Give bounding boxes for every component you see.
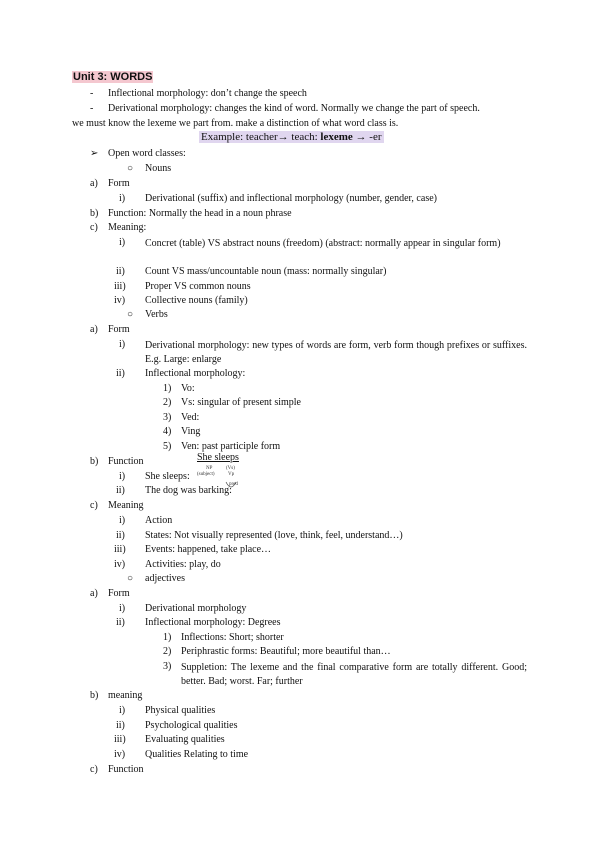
intro-line-2: Derivational morphology: changes the kind of word. Normally we change the part of speech. [108,103,480,114]
list-marker: iii) [114,734,126,745]
verbs-form-ii: Inflectional morphology: [145,368,246,379]
adjectives-meaning-iv: Qualities Relating to time [145,749,249,760]
list-marker: 4) [163,426,172,437]
nouns-meaning: Meaning: [108,222,147,233]
verbs-meaning-i: Action [145,515,173,526]
arrow-bullet: ➢ [90,148,99,159]
list-marker: a) [90,178,98,189]
verb-form-vo: Vo: [181,383,195,394]
list-marker: ii) [116,266,125,277]
list-marker: c) [90,222,98,233]
open-word-classes: Open word classes: [108,148,186,159]
list-marker: c) [90,764,98,775]
list-marker: b) [90,208,99,219]
example-line: Example: teacher→ teach: lexeme → -er [201,131,382,143]
list-marker: ii) [116,485,125,496]
verbs-form-i: Derivational morphology: new types of words are form, verb form though prefixes or suffixes. E.g. Large: enlarge [145,340,527,365]
list-marker: i) [119,193,126,204]
degree-periphrastic: Periphrastic forms: Beautiful; more beautiful than… [181,646,391,657]
intro-line-1: Inflectional morphology: don’t change the speech [108,88,307,99]
nouns-function: Function: Normally the head in a noun phrase [108,208,292,219]
nouns-meaning-ii: Count VS mass/uncountable noun (mass: normally singular) [145,266,387,277]
list-marker: ii) [116,368,125,379]
list-marker: 1) [163,632,172,643]
adjectives-form-i: Derivational morphology [145,603,247,614]
nouns-form-i: Derivational (suffix) and inflectional morphology (number, gender, case) [145,193,437,204]
verbs-meaning-ii: States: Not visually represented (love, think, feel, understand…) [145,530,403,541]
list-marker: i) [119,237,126,248]
verbs-function: Function [108,456,144,467]
verbs-function-i: She sleeps: [145,471,190,482]
verbs-function-ii: The dog was barking: [145,485,232,496]
list-marker: 1) [163,383,172,394]
annotation-np: NP [206,466,213,471]
degree-inflections: Inflections: Short; shorter [181,632,284,643]
list-marker: 2) [163,646,172,657]
circle-bullet: ○ [127,309,134,320]
list-marker: iv) [114,559,126,570]
list-marker: ii) [116,530,125,541]
annotation-subject: (subject) [197,472,215,477]
verb-form-ved: Ved: [181,412,200,423]
list-marker: b) [90,456,99,467]
adjectives-meaning-ii: Psychological qualities [145,720,238,731]
adjectives-meaning-iii: Evaluating qualities [145,734,225,745]
circle-bullet: ○ [127,163,134,174]
verbs-meaning-iv: Activities: play, do [145,559,221,570]
list-marker: a) [90,588,98,599]
adjectives-function: Function [108,764,144,775]
list-marker: a) [90,324,98,335]
intro-line-3: we must know the lexeme we part from. make a distinction of what word class is. [72,118,399,129]
degree-suppletion: Suppletion: The lexeme and the final comparative form are totally different. Good; better. Bad; worst. Far; further [181,662,527,687]
list-marker: i) [119,471,126,482]
list-marker: 3) [163,661,172,672]
verbs-form: Form [108,324,130,335]
nouns-meaning-iii: Proper VS common nouns [145,281,251,292]
adjectives-form-ii: Inflectional morphology: Degrees [145,617,281,628]
verb-form-ven: Ven: past participle form [181,441,281,452]
list-marker: iv) [114,749,126,760]
list-marker: i) [119,705,126,716]
annotation-vp: Vp [228,472,235,477]
list-marker: b) [90,690,99,701]
list-marker: 3) [163,412,172,423]
list-marker: 5) [163,441,172,452]
list-marker: iii) [114,281,126,292]
verbs-heading: Verbs [145,309,168,320]
intro-dash-1: - [90,88,94,99]
verbs-meaning: Meaning [108,500,144,511]
nouns-form: Form [108,178,130,189]
nouns-heading: Nouns [145,163,172,174]
nouns-meaning-i: Concret (table) VS abstract nouns (freedom) (abstract: normally appear in singular form) [145,238,501,249]
annotation-vs: (Vs) [226,466,235,471]
adjectives-meaning: meaning [108,690,143,701]
list-marker: iv) [114,295,126,306]
list-marker: i) [119,515,126,526]
list-marker: ii) [116,720,125,731]
adjectives-heading: adjectives [145,573,185,584]
handwritten-annotation: She sleeps [197,452,239,463]
list-marker: iii) [114,544,126,555]
adjectives-form: Form [108,588,130,599]
verbs-meaning-iii: Events: happened, take place… [145,544,272,555]
annotation-pred: pred [229,482,238,487]
list-marker: c) [90,500,98,511]
adjectives-meaning-i: Physical qualities [145,705,216,716]
verb-form-ving: Ving [181,426,201,437]
page-title: Unit 3: WORDS [73,71,153,83]
nouns-meaning-iv: Collective nouns (family) [145,295,248,306]
list-marker: i) [119,339,126,350]
circle-bullet: ○ [127,573,134,584]
list-marker: i) [119,603,126,614]
intro-dash-2: - [90,103,94,114]
list-marker: ii) [116,617,125,628]
list-marker: 2) [163,397,172,408]
verb-form-vs: Vs: singular of present simple [181,397,301,408]
